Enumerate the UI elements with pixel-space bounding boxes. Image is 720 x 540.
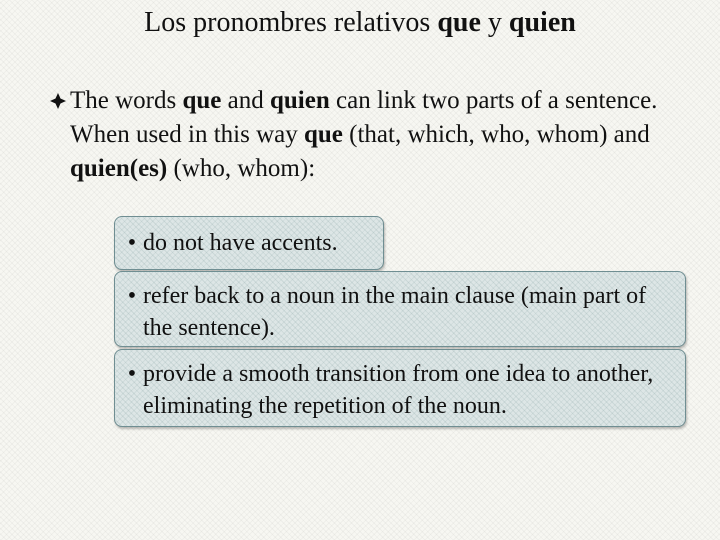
diamond-bullet-icon — [46, 84, 70, 118]
intro-paragraph — [46, 84, 686, 186]
point-text-3: provide a smooth transition from one idea to another, eliminating the repetition of the noun. — [143, 361, 654, 419]
bullet-icon: • — [127, 361, 137, 387]
point-text-1: do not have accents. — [143, 230, 338, 256]
intro-que: que — [182, 87, 222, 114]
title-que: que — [437, 7, 481, 38]
title-quien: quien — [508, 7, 576, 38]
intro-text-3: can link two parts of a sentence. When used in this way — [70, 87, 658, 148]
intro-text-4: (that, which, who, whom) and — [342, 121, 650, 148]
intro-text-2: and — [221, 87, 270, 114]
bullet-icon: • — [127, 230, 137, 256]
title-middle: y — [480, 7, 509, 38]
intro-quien: quien — [270, 87, 330, 114]
title-prefix: Los pronombres relativos — [144, 7, 438, 38]
slide-title — [0, 6, 720, 40]
intro-text-5: (who, whom): — [167, 155, 316, 182]
intro-text — [70, 84, 686, 186]
point-box-1 — [114, 216, 384, 270]
point-text-2: refer back to a noun in the main clause (main part of the sentence). — [143, 283, 647, 341]
intro-que-2: que — [303, 121, 343, 148]
bullet-icon: • — [127, 283, 137, 309]
point-box-3 — [114, 349, 686, 427]
intro-text-1: The words — [70, 87, 183, 114]
intro-quienes: quien(es) — [70, 155, 168, 182]
point-box-2 — [114, 271, 686, 347]
